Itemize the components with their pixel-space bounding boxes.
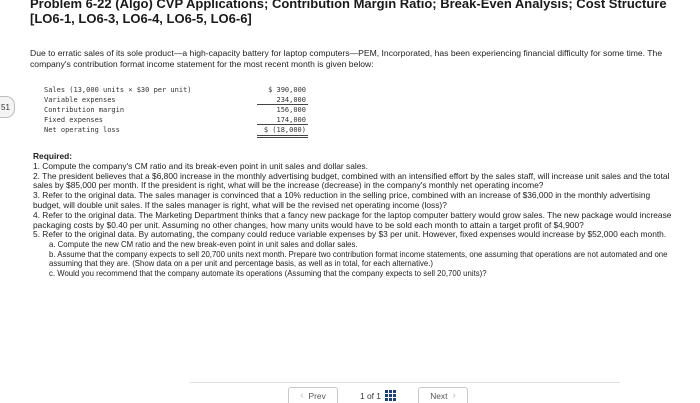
statement-double-underline (257, 135, 308, 136)
next-button[interactable] (418, 387, 468, 403)
statement-double-underline (257, 137, 308, 138)
required-item-3: 3. Refer to the original data. The sales manager is convinced that a 10% reduction in the selling price, combined with an increase of $36,000 in the monthly advertising budget, will double unit sales. If the sales manager is right, what will be the revised net operating income (loss)? (33, 190, 651, 210)
page-indicator (360, 390, 396, 401)
statement-amount: 234,000 (276, 96, 306, 104)
required-subitem-c: c. Would you recommend that the company automate its operations (Assuming that the company expects to sell 20,700 units)? (49, 268, 487, 278)
required-section (33, 152, 678, 279)
prev-label: Prev (308, 390, 326, 401)
statement-row-sales (44, 85, 312, 95)
statement-row-cm (44, 105, 312, 115)
required-subitem-b: b. Assume that the company expects to sell 20,700 units next month. Prepare two contribution format income statements, one assuming that operations are not automated and one assuming that they are. (Show data on a per unit and percentage basis, as well as in total, for each alternative.) (49, 249, 668, 269)
statement-label: Net operating loss (44, 126, 120, 134)
chevron-left-icon: ‹ (300, 390, 304, 401)
statement-amount: 174,000 (276, 116, 306, 124)
required-item-2: 2. The president believes that a $6,800 increase in the monthly advertising budget, combined with an intensified effort by the sales staff, will increase unit sales and the total sales by $85,000 per month. If the president is right, what will be the increase (decrease) in the company's monthly net operating income? (33, 170, 670, 191)
footer-divider (190, 382, 620, 383)
statement-amount: $ (18,000) (263, 126, 306, 134)
required-item-4: 4. Refer to the original data. The Marketing Department thinks that a fancy new package for the laptop computer battery would grow sales. The new package would increase packaging costs by $0.40 per unit. Assuming no other changes, how many units would have to be sold each month to attain a target profit of $4,900? (33, 209, 672, 230)
grid-icon[interactable] (385, 390, 396, 401)
required-item-5: 5. Refer to the original data. By automating, the company could reduce variable expenses by $3 per unit. However, fixed expenses would increase by $52,000 each month. (33, 229, 667, 240)
required-item-1: 1. Compute the company's CM ratio and its break-even point in unit sales and dollar sales. (33, 160, 368, 171)
pagination-bar (0, 384, 700, 403)
prev-button[interactable] (288, 387, 338, 403)
problem-title: Problem 6-22 (Algo) CVP Applications; Contribution Margin Ratio; Break-Even Analysis; Cost Structure [LO6-1, LO6-3, LO6-4, LO6-5, LO6-6] (30, 0, 667, 26)
statement-label: Sales (13,000 units × $30 per unit) (44, 86, 192, 94)
next-label: Next (430, 390, 448, 401)
intro-paragraph: Due to erratic sales of its sole product—a high-capacity battery for laptop computers—PEM, Incorporated, has been experiencing financial difficulty for some time. The company's contribution format income statement for the most recent month is given below: (30, 48, 663, 69)
statement-amount: $ 390,000 (268, 86, 306, 94)
page-text: 1 of 1 (360, 390, 381, 401)
statement-amount: 156,000 (276, 106, 306, 114)
statement-label: Fixed expenses (44, 116, 104, 124)
chevron-right-icon: › (452, 390, 456, 401)
side-tab-badge[interactable]: 51 (0, 96, 15, 118)
statement-label: Variable expenses (44, 96, 116, 104)
income-statement (44, 85, 312, 135)
statement-label: Contribution margin (44, 106, 125, 114)
required-heading: Required: (33, 151, 73, 161)
required-subitem-a: a. Compute the new CM ratio and the new break-even point in unit sales and dollar sales. (49, 240, 358, 250)
statement-row-net (44, 125, 312, 135)
